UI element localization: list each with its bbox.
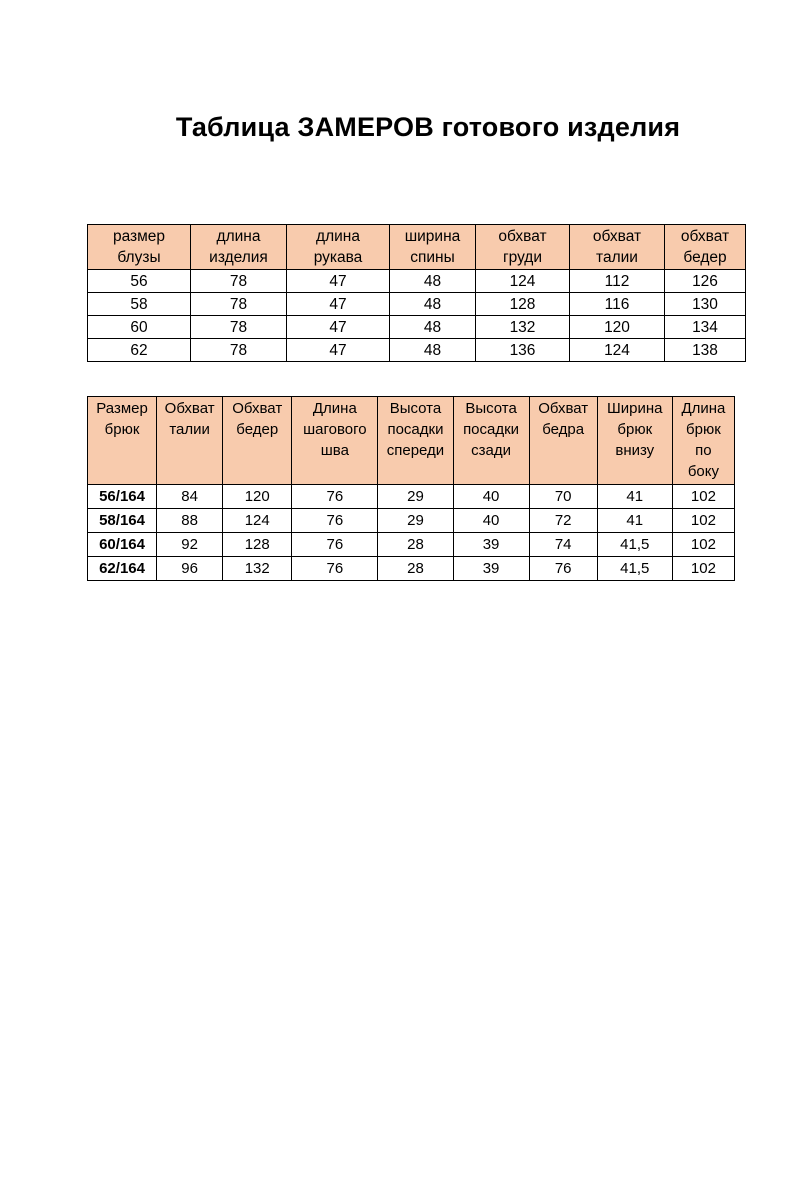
table-cell: 47 bbox=[287, 339, 390, 362]
table-cell: 124 bbox=[223, 509, 292, 533]
table-cell: 120 bbox=[223, 485, 292, 509]
table-cell: 39 bbox=[453, 533, 529, 557]
table-cell: 76 bbox=[529, 557, 597, 581]
blouse-header-waist: обхват талии bbox=[570, 225, 665, 270]
table-cell: 128 bbox=[223, 533, 292, 557]
table-cell: 76 bbox=[292, 533, 378, 557]
table-cell: 76 bbox=[292, 509, 378, 533]
pants-size-table bbox=[87, 396, 735, 581]
table-cell: 40 bbox=[453, 485, 529, 509]
table-cell: 72 bbox=[529, 509, 597, 533]
table-cell: 102 bbox=[672, 557, 734, 581]
table-cell: 124 bbox=[570, 339, 665, 362]
pants-header-thigh: Обхват бедра bbox=[529, 397, 597, 485]
table-cell: 60/164 bbox=[88, 533, 157, 557]
table-cell: 132 bbox=[223, 557, 292, 581]
table-cell: 88 bbox=[157, 509, 223, 533]
pants-header-back-rise: Высота посадки сзади bbox=[453, 397, 529, 485]
pants-header-front-rise: Высота посадки спереди bbox=[378, 397, 453, 485]
table-cell: 47 bbox=[287, 316, 390, 339]
table-row bbox=[88, 485, 735, 509]
table-cell: 78 bbox=[191, 270, 287, 293]
table-cell: 60 bbox=[88, 316, 191, 339]
table-cell: 112 bbox=[570, 270, 665, 293]
table-cell: 48 bbox=[390, 293, 476, 316]
blouse-header-sleeve: длина рукава bbox=[287, 225, 390, 270]
pants-header-hips: Обхват бедер bbox=[223, 397, 292, 485]
pants-header-hem-width: Ширина брюк внизу bbox=[597, 397, 672, 485]
blouse-header-length: длина изделия bbox=[191, 225, 287, 270]
table-cell: 62 bbox=[88, 339, 191, 362]
table-cell: 47 bbox=[287, 293, 390, 316]
table-cell: 130 bbox=[665, 293, 746, 316]
table-cell: 126 bbox=[665, 270, 746, 293]
table-cell: 124 bbox=[476, 270, 570, 293]
table-row bbox=[88, 270, 746, 293]
table-cell: 62/164 bbox=[88, 557, 157, 581]
blouse-header-size: размер блузы bbox=[88, 225, 191, 270]
table-cell: 56/164 bbox=[88, 485, 157, 509]
table-cell: 56 bbox=[88, 270, 191, 293]
pants-header-side-length: Длина брюк по боку bbox=[672, 397, 734, 485]
table-cell: 28 bbox=[378, 533, 453, 557]
table-cell: 41,5 bbox=[597, 533, 672, 557]
table-cell: 28 bbox=[378, 557, 453, 581]
table-cell: 78 bbox=[191, 293, 287, 316]
table-cell: 41 bbox=[597, 485, 672, 509]
table-row bbox=[88, 557, 735, 581]
pants-header-waist: Обхват талии bbox=[157, 397, 223, 485]
table-cell: 70 bbox=[529, 485, 597, 509]
table-cell: 58/164 bbox=[88, 509, 157, 533]
table-cell: 84 bbox=[157, 485, 223, 509]
table-row bbox=[88, 533, 735, 557]
pants-header-row bbox=[88, 397, 735, 485]
blouse-header-row bbox=[88, 225, 746, 270]
table-cell: 92 bbox=[157, 533, 223, 557]
table-row bbox=[88, 509, 735, 533]
table-cell: 78 bbox=[191, 316, 287, 339]
table-cell: 40 bbox=[453, 509, 529, 533]
table-cell: 39 bbox=[453, 557, 529, 581]
table-cell: 102 bbox=[672, 533, 734, 557]
table-cell: 48 bbox=[390, 270, 476, 293]
table-cell: 96 bbox=[157, 557, 223, 581]
table-cell: 102 bbox=[672, 485, 734, 509]
table-cell: 58 bbox=[88, 293, 191, 316]
page-title: Таблица ЗАМЕРОВ готового изделия bbox=[175, 112, 681, 142]
table-cell: 41 bbox=[597, 509, 672, 533]
table-cell: 48 bbox=[390, 339, 476, 362]
table-cell: 29 bbox=[378, 509, 453, 533]
table-cell: 136 bbox=[476, 339, 570, 362]
pants-header-size: Размер брюк bbox=[88, 397, 157, 485]
table-cell: 134 bbox=[665, 316, 746, 339]
table-cell: 138 bbox=[665, 339, 746, 362]
table-cell: 76 bbox=[292, 557, 378, 581]
table-cell: 74 bbox=[529, 533, 597, 557]
table-cell: 78 bbox=[191, 339, 287, 362]
blouse-header-back-width: ширина спины bbox=[390, 225, 476, 270]
table-cell: 132 bbox=[476, 316, 570, 339]
table-row bbox=[88, 339, 746, 362]
table-cell: 102 bbox=[672, 509, 734, 533]
table-cell: 116 bbox=[570, 293, 665, 316]
pants-header-inseam: Длина шагового шва bbox=[292, 397, 378, 485]
table-row bbox=[88, 316, 746, 339]
table-cell: 120 bbox=[570, 316, 665, 339]
blouse-size-table bbox=[87, 224, 746, 362]
blouse-header-chest: обхват груди bbox=[476, 225, 570, 270]
table-cell: 48 bbox=[390, 316, 476, 339]
table-row bbox=[88, 293, 746, 316]
table-cell: 76 bbox=[292, 485, 378, 509]
table-cell: 47 bbox=[287, 270, 390, 293]
table-cell: 29 bbox=[378, 485, 453, 509]
table-cell: 41,5 bbox=[597, 557, 672, 581]
blouse-header-hips: обхват бедер bbox=[665, 225, 746, 270]
table-cell: 128 bbox=[476, 293, 570, 316]
